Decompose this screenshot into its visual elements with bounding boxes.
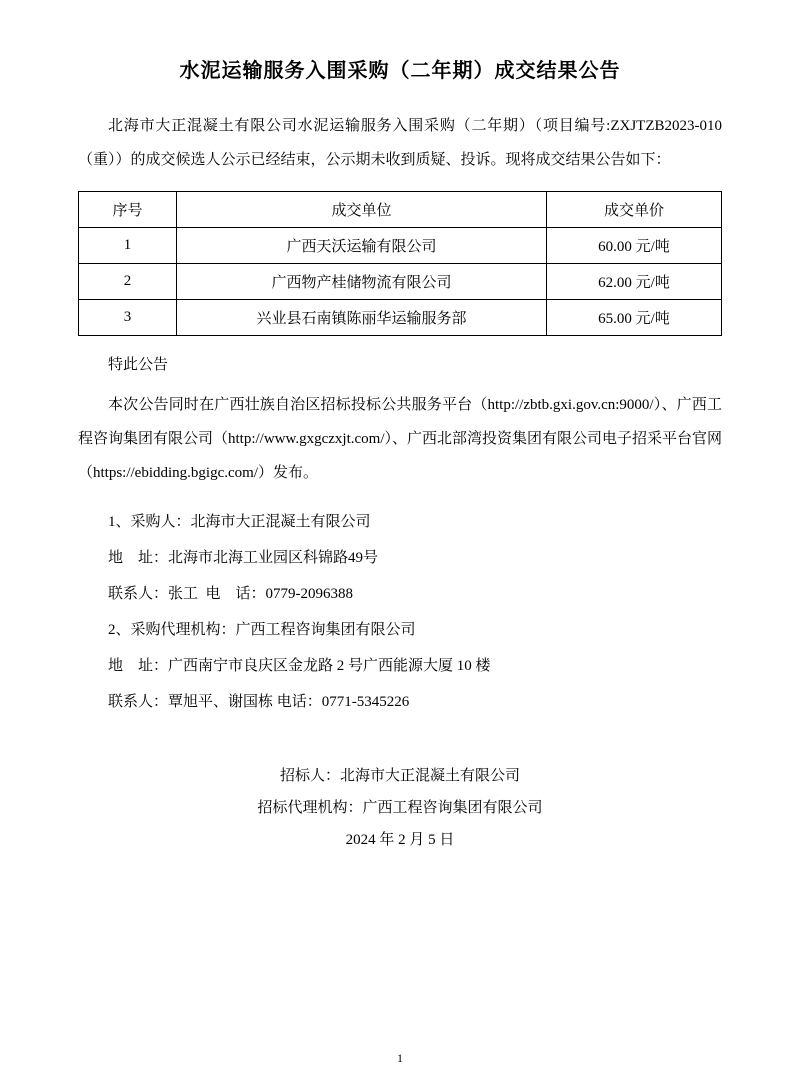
cell-no: 1	[79, 228, 177, 264]
notice-line: 特此公告	[108, 357, 169, 373]
table-row	[79, 300, 722, 336]
signature-agency: 招标代理机构：广西工程咨询集团有限公司	[257, 800, 543, 816]
page-title: 水泥运输服务入围采购（二年期）成交结果公告	[179, 60, 621, 82]
agency-address: 广西南宁市良庆区金龙路 2 号广西能源大厦 10 楼	[168, 658, 491, 674]
signature-block	[78, 760, 722, 856]
agency-contact-line	[78, 684, 722, 720]
cell-unit: 广西物产桂储物流有限公司	[177, 264, 547, 300]
intro-paragraph: 北海市大正混凝土有限公司水泥运输服务入围采购（二年期）（项目编号:ZXJTZB2023-010（重））的成交候选人公示已经结束，公示期未收到质疑、投诉。现将成交结果公告如下：	[78, 118, 722, 168]
cell-price: 65.00 元/吨	[547, 300, 722, 336]
purchaser-contact-name: 张工	[168, 586, 199, 602]
agency-contact-label: 联系人：	[108, 694, 169, 710]
agency-label: 2、采购代理机构：	[108, 622, 236, 638]
table-row	[79, 264, 722, 300]
purchaser-phone-label: 电 话：	[205, 586, 266, 602]
agency-name: 广西工程咨询集团有限公司	[235, 622, 416, 638]
header-cell-unit: 成交单位	[177, 192, 547, 228]
signature-tenderer: 招标人：北海市大正混凝土有限公司	[279, 768, 520, 784]
page-number: 1	[397, 1051, 403, 1065]
signature-date: 2024 年 2 月 5 日	[345, 832, 455, 848]
purchaser-phone: 0779-2096388	[265, 586, 354, 602]
cell-unit: 兴业县石南镇陈丽华运输服务部	[177, 300, 547, 336]
purchaser-address: 北海市北海工业园区科锦路49号	[168, 550, 379, 566]
agency-address-line	[78, 648, 722, 684]
publish-paragraph: 本次公告同时在广西壮族自治区招标投标公共服务平台（http://zbtb.gxi.gov.cn:9000/）、广西工程咨询集团有限公司（http://www.gxgczxjt.com/）、广西北部湾投资集团有限公司电子招采平台官网（https://ebidding.bgigc.com/）发布。	[78, 397, 723, 481]
spacer	[78, 496, 722, 504]
table-header-row	[79, 192, 722, 228]
results-table	[78, 191, 722, 336]
agency-line	[78, 612, 722, 648]
purchaser-label: 1、采购人：	[108, 514, 191, 530]
cell-no: 2	[79, 264, 177, 300]
purchaser-contact-label: 联系人：	[108, 586, 169, 602]
cell-price: 60.00 元/吨	[547, 228, 722, 264]
agency-contact-name: 覃旭平、谢国栋	[168, 694, 274, 710]
header-cell-no: 序号	[79, 192, 177, 228]
cell-price: 62.00 元/吨	[547, 264, 722, 300]
table-row	[79, 228, 722, 264]
agency-address-label: 地 址：	[108, 658, 169, 674]
agency-phone: 0771-5345226	[321, 694, 410, 710]
purchaser-contact-line	[78, 576, 722, 612]
cell-unit: 广西天沃运输有限公司	[177, 228, 547, 264]
purchaser-address-line	[78, 540, 722, 576]
header-cell-price: 成交单价	[547, 192, 722, 228]
agency-phone-label: 电话：	[276, 694, 322, 710]
purchaser-line	[78, 504, 722, 540]
purchaser-address-label: 地 址：	[108, 550, 169, 566]
cell-no: 3	[79, 300, 177, 336]
purchaser-name: 北海市大正混凝土有限公司	[190, 514, 371, 530]
